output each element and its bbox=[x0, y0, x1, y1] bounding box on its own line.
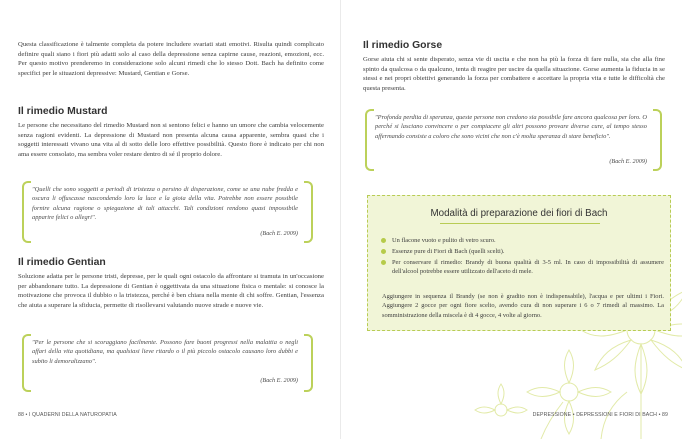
gorse-quote bbox=[375, 113, 647, 173]
list-item bbox=[392, 258, 664, 277]
mustard-quote-text: "Quelli che sono soggetti a periodi di tristezza o persino di disperazione, come se una nube fredda e oscura li offuscasse nascondendo loro la luce e la gioia della vita. Potrebbe non essere possibile fornire alcuna ragione o spiegazione di tali attacchi. Tali condizioni rendono quasi impossibile apparire felici o allegri". bbox=[32, 186, 298, 222]
list-item-text: Un flacone vuoto e pulito di vetro scuro. bbox=[392, 237, 496, 244]
gentian-paragraph: Soluzione adatta per le persone tristi, depresse, per le quali ogni ostacolo da affrontare si tramuta in un'occasione per abbandonare tutto. La depressione di Gentian è oggettivata da una situazione fisica o mentale: si conosce la motivazione che provoca il dubbio o la tristezza, perché è ben chiara nella mente di chi soffre. Gentian, l'essenza che aiuta a superare la sfiducia, permette di risollevarsi valutando nuove strade e nuove vie. bbox=[18, 273, 324, 309]
mustard-heading: Il rimedio Mustard bbox=[18, 106, 108, 117]
right-page-footer: DEPRESSIONE • DEPRESSIONI E FIORI DI BACH • 89 bbox=[532, 412, 668, 418]
mustard-quote-citation: (Bach E. 2009) bbox=[260, 230, 298, 237]
quote-bracket-right bbox=[304, 334, 313, 392]
bullet-dot-icon bbox=[381, 260, 386, 265]
quote-bracket-right bbox=[304, 181, 313, 243]
gorse-quote-text: "Profonda perdita di speranza, queste persone non credono sia possibile fare ancora qualcosa per loro. O perché si lasciano convincere o per compiacere gli altri possono provare diverse cure, al tempo stesso affermando consiste a coloro che sono vicini che non c'è molta speranza di stare beneficio". bbox=[375, 114, 647, 140]
bullet-dot-icon bbox=[381, 249, 386, 254]
list-item bbox=[392, 247, 664, 256]
left-page-footer: 88 • I QUADERNI DELLA NATUROPATIA bbox=[18, 412, 117, 418]
preparation-note: Aggiungere in sequenza il Brandy (se non è gradito non è indispensabile), l'acqua e per ultimi i Fiori. Aggiungere 2 gocce per ogni fiore scelto, avendo cura di non superare i 6 o 7 rimedi al massimo. La somministrazione della miscela è di 4 gocce, 4 volte al giorno. bbox=[382, 293, 664, 319]
mustard-paragraph: Le persone che necessitano del rimedio Mustard non si sentono felici e hanno un umore che cambia velocemente senza ragioni evidenti. La depressione di Mustard non presenta alcuna causa apparente, sembra quasi che i soggetti interessati vivano una vita al di sotto delle loro effettive possibilità. Questo fiore è indicato per chi non ama essere consolato, ma sembra voler restare dentro di sé il proprio dolore. bbox=[18, 122, 324, 158]
list-item bbox=[392, 236, 664, 245]
list-item-text: Per conservare il rimedio: Brandy di buona qualità di 3-5 ml. In caso di impossibilità di assumere dell'alcool potrebbe essere utilizzato dell'aceto di mele. bbox=[392, 259, 664, 276]
gentian-heading: Il rimedio Gentian bbox=[18, 257, 106, 268]
gentian-quote-text: "Per le persone che si scoraggiano facilmente. Possono fare buoni progressi nella malattia o negli affari della vita quotidiana, ma qualsiasi lieve ritardo o il più piccolo ostacolo causano loro dubbi e subito li demoralizzano". bbox=[32, 339, 298, 365]
gorse-heading: Il rimedio Gorse bbox=[363, 40, 443, 51]
mustard-quote bbox=[32, 185, 298, 245]
quote-bracket-right bbox=[653, 109, 662, 171]
gentian-quote-citation: (Bach E. 2009) bbox=[260, 377, 298, 384]
intro-paragraph: Questa classificazione è talmente completa da potere includere svariati stati emotivi. Risulta quindi complicato definire quali siano i fiori più adatti solo al caso della depressione senza capirne cause, reazioni, emozioni, ecc. Per questo motivo prenderemo in considerazione solo alcuni rimedi che lo stesso Dott. Bach ha definito come specifici per le situazioni depressive: Mustard, Gentian e Gorse. bbox=[18, 41, 324, 77]
gorse-quote-citation: (Bach E. 2009) bbox=[609, 158, 647, 165]
bullet-dot-icon bbox=[381, 238, 386, 243]
right-page bbox=[341, 0, 682, 439]
title-divider bbox=[440, 223, 600, 224]
preparation-title: Modalità di preparazione dei fiori di Bach bbox=[430, 208, 608, 219]
quote-bracket-left bbox=[22, 334, 31, 392]
preparation-box bbox=[367, 195, 671, 331]
gorse-paragraph: Gorse aiuta chi si sente disperato, senza vie di uscita e che non ha più la forza di fare nulla, sia che alla fine spinto da qualcosa o da qualcuno, tenta di reagire per uscire da quella situazione. Gorse aumenta la fiducia in se stessi e nei propri obiettivi generando la forza per combattere e accettare la propria vita e tutte le difficoltà che questa presenta. bbox=[363, 56, 665, 92]
quote-bracket-left bbox=[365, 109, 374, 171]
list-item-text: Essenze pure di Fiori di Bach (quelli scelti). bbox=[392, 248, 505, 255]
quote-bracket-left bbox=[22, 181, 31, 243]
gentian-quote bbox=[32, 338, 298, 394]
